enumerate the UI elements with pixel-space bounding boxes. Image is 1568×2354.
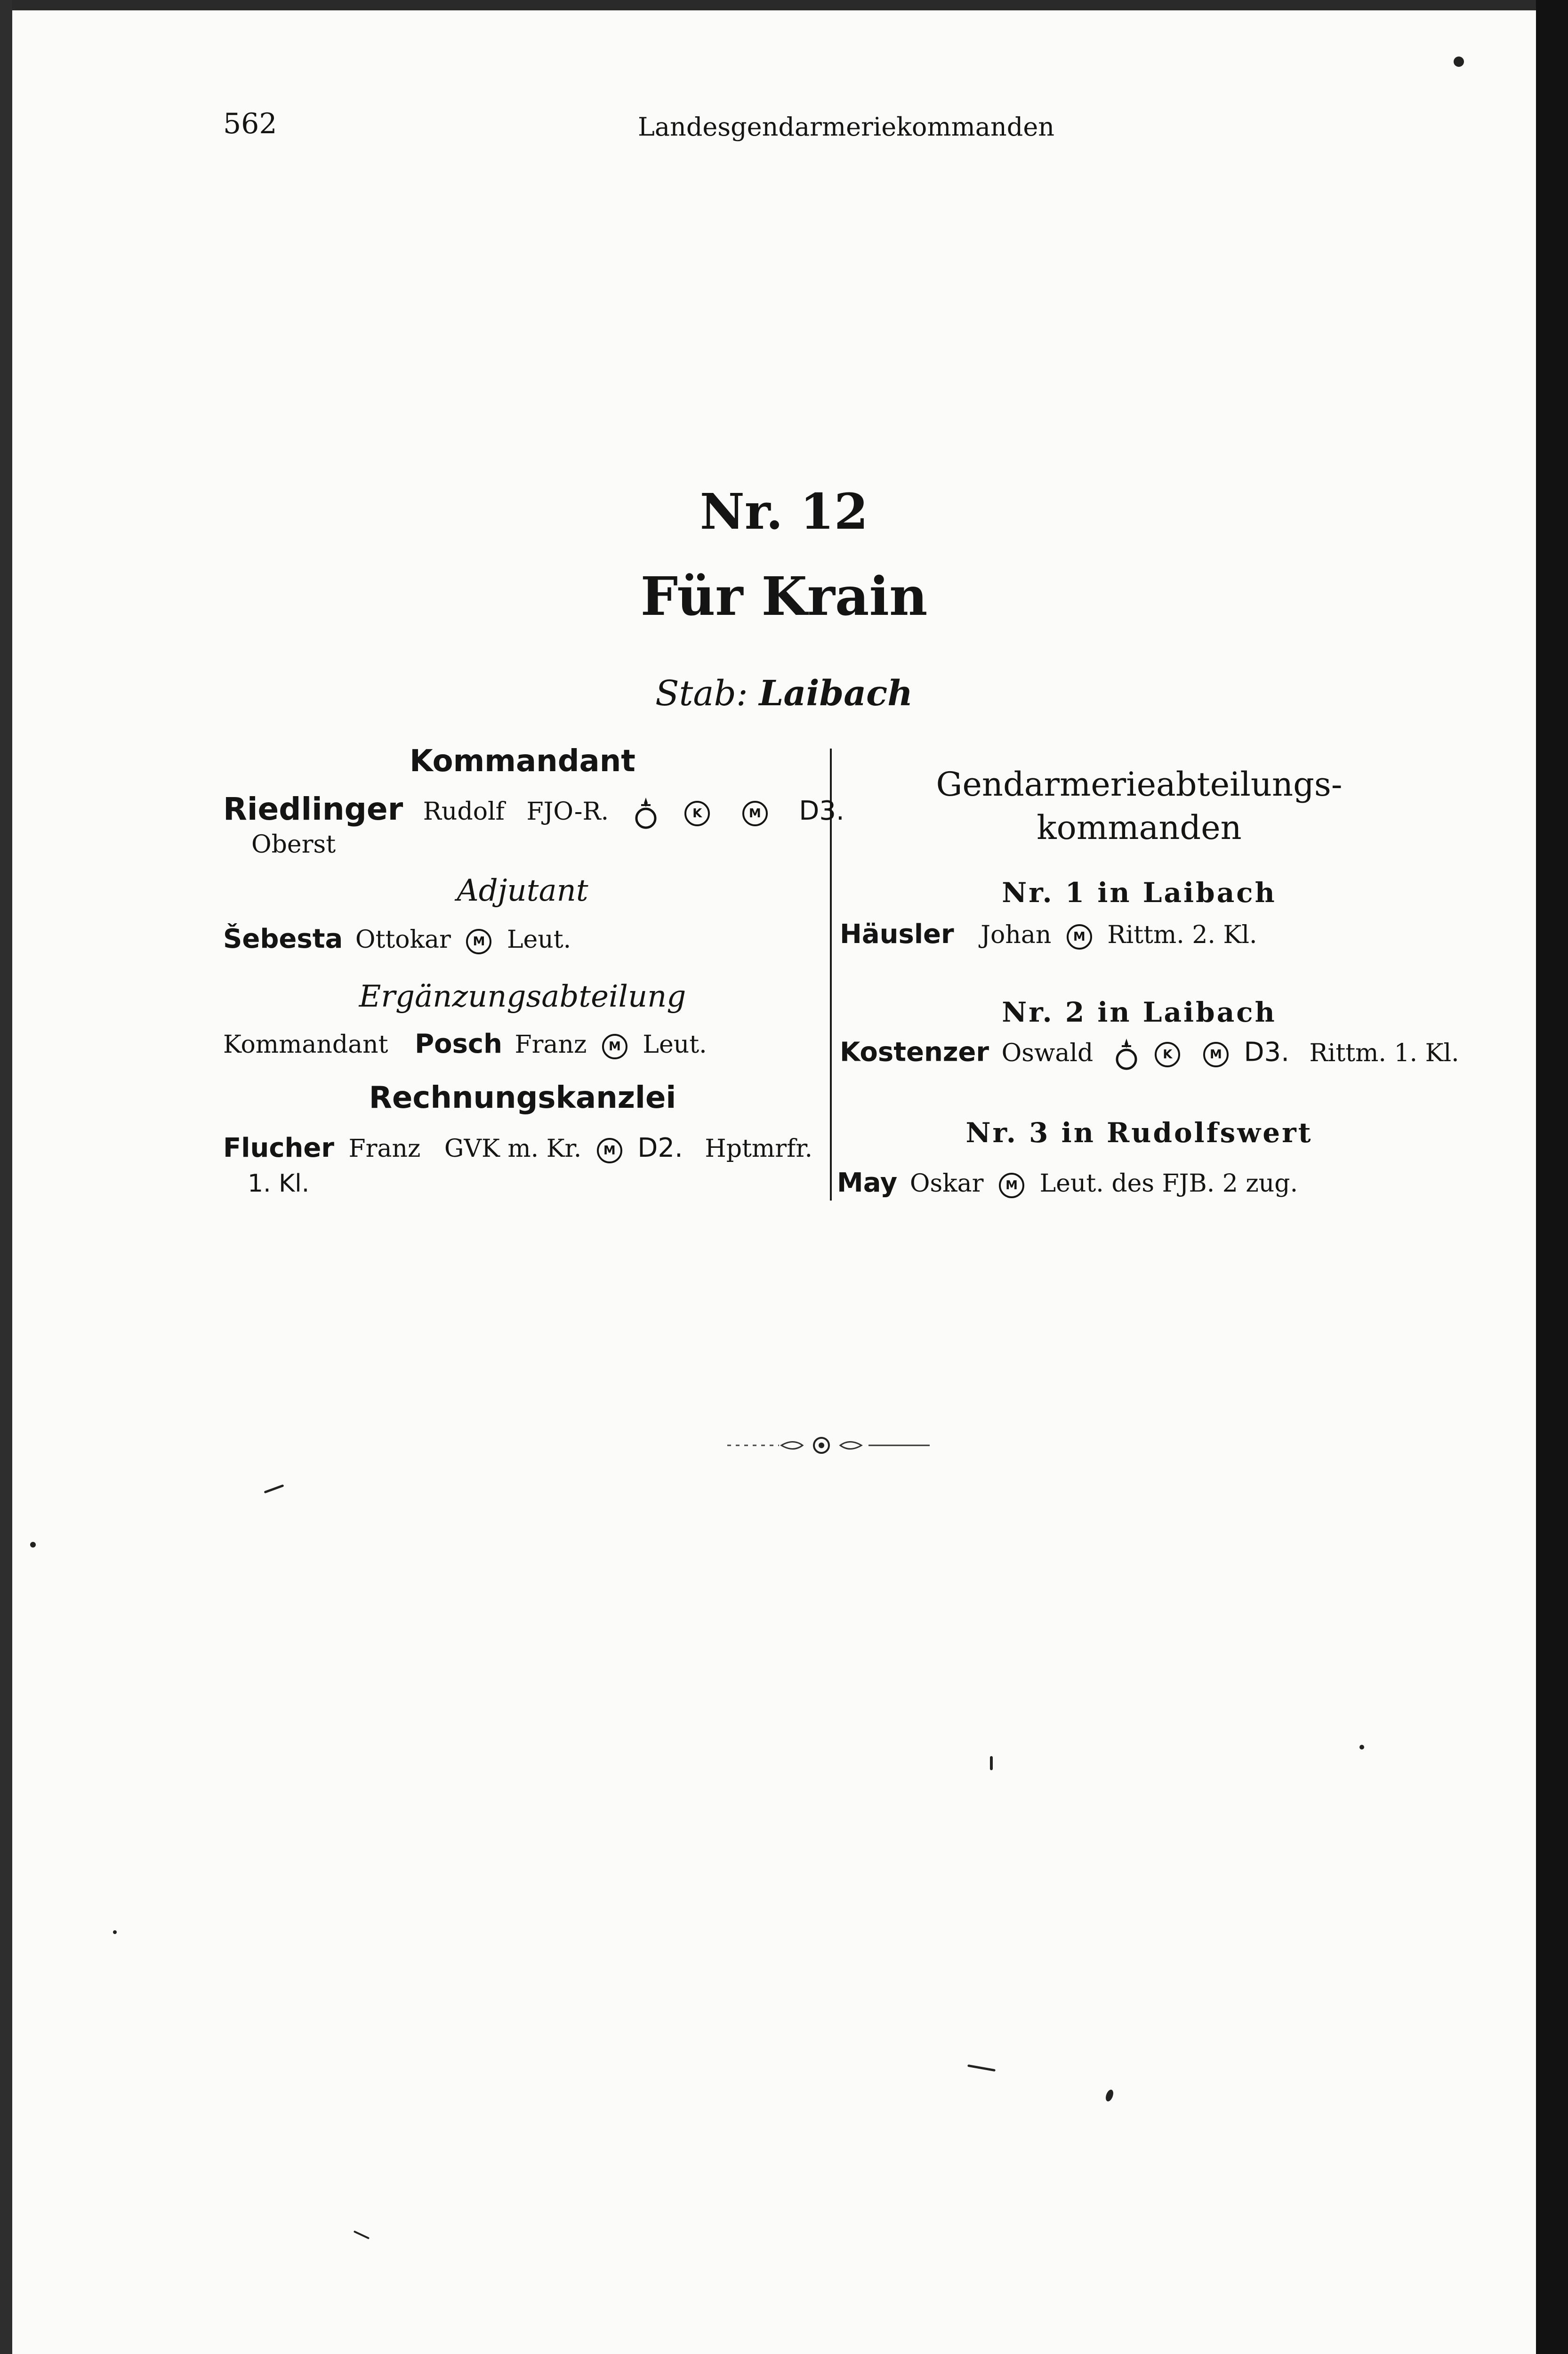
badge-m-icon: M (742, 801, 768, 826)
right-heading (838, 763, 1440, 849)
order-cross-icon (1113, 1036, 1140, 1073)
adjutant-rank: Leut. (507, 926, 571, 954)
ergaenzung-surname: Posch (415, 1029, 502, 1059)
section-number: Nr. 12 (700, 483, 868, 540)
rechnung-class: D2. (637, 1133, 683, 1163)
adjutant-entry (223, 924, 571, 954)
unit-1-entry (840, 919, 1257, 950)
scan-speck (1454, 56, 1464, 67)
scan-border-left (0, 0, 12, 2354)
badge-m-icon: M (1067, 924, 1092, 950)
unit-2-entry (840, 1036, 1459, 1073)
scan-speck (30, 1542, 36, 1548)
ergaenzung-role: Kommandant (223, 1031, 388, 1059)
ergaenzung-entry (223, 1029, 707, 1059)
badge-k-icon: K (1155, 1042, 1180, 1067)
right-heading-line2: kommanden (1037, 808, 1242, 847)
ergaenzung-given: Franz (515, 1031, 587, 1059)
ergaenzung-rank: Leut. (643, 1031, 707, 1059)
scan-speck (113, 1930, 117, 1934)
section-title: Für Krain (640, 566, 928, 628)
unit-3-given: Oskar (909, 1169, 984, 1198)
badge-m-icon: M (1203, 1042, 1229, 1067)
stab-label: Stab: (655, 673, 748, 714)
rechnung-decoration: GVK m. Kr. (444, 1135, 582, 1163)
kommandant-class: D3. (799, 796, 844, 826)
kommandant-rank: Oberst (251, 830, 336, 859)
badge-m-icon: M (999, 1173, 1024, 1198)
stab-place: Laibach (759, 673, 913, 714)
order-cross-icon (633, 795, 659, 832)
scan-speck (264, 1484, 284, 1494)
kommandant-given: Rudolf (423, 798, 505, 826)
unit-2-rank: Rittm. 1. Kl. (1309, 1039, 1459, 1067)
right-heading-line1: Gendarmerieabteilungs- (936, 765, 1343, 804)
badge-m-icon: M (466, 929, 491, 954)
rechnung-given: Franz (348, 1135, 421, 1163)
unit-3-surname: May (837, 1168, 898, 1198)
unit-1-title: Nr. 1 in Laibach (1002, 877, 1277, 909)
ornament-divider-icon (727, 1434, 930, 1457)
badge-m-icon: M (602, 1034, 627, 1059)
rechnung-surname: Flucher (223, 1133, 334, 1163)
unit-2-surname: Kostenzer (840, 1037, 989, 1068)
page-number: 562 (223, 107, 277, 140)
unit-2-title: Nr. 2 in Laibach (1002, 996, 1277, 1028)
scan-border-right (1536, 0, 1568, 2354)
unit-3-rank: Leut. des FJB. 2 zug. (1039, 1169, 1298, 1198)
adjutant-given: Ottokar (355, 926, 451, 954)
badge-k-icon: K (684, 801, 710, 826)
rechnung-entry (223, 1133, 812, 1163)
unit-3-title: Nr. 3 in Rudolfswert (965, 1117, 1313, 1149)
kommandant-surname: Riedlinger (223, 791, 403, 827)
unit-2-extra: D3. (1244, 1037, 1289, 1068)
unit-3-entry (837, 1168, 1298, 1198)
kommandant-entry (223, 791, 844, 832)
rechnung-rank-cont: 1. Kl. (248, 1169, 310, 1198)
scan-speck (354, 2231, 370, 2240)
rechnung-rank: Hptmrfr. (705, 1135, 813, 1163)
unit-1-rank: Rittm. 2. Kl. (1107, 921, 1257, 949)
rechnung-heading: Rechnungskanzlei (369, 1080, 676, 1115)
running-head: Landesgendarmeriekommanden (638, 112, 1055, 142)
scan-speck (1104, 2088, 1115, 2102)
scan-speck (1359, 1745, 1364, 1749)
stab-line (0, 673, 1568, 714)
ergaenzung-heading: Ergänzungsabteilung (359, 979, 686, 1014)
scan-border-top (0, 0, 1568, 10)
badge-m-icon: M (597, 1138, 622, 1163)
unit-1-surname: Häusler (840, 919, 954, 950)
kommandant-heading: Kommandant (410, 744, 635, 779)
unit-1-given: Johan (981, 921, 1052, 949)
scan-speck (990, 1756, 993, 1770)
unit-2-given: Oswald (1001, 1039, 1094, 1067)
adjutant-heading: Adjutant (457, 873, 588, 908)
adjutant-surname: Šebesta (223, 924, 343, 954)
scan-speck (967, 2064, 996, 2072)
kommandant-decoration: FJO-R. (526, 798, 609, 826)
